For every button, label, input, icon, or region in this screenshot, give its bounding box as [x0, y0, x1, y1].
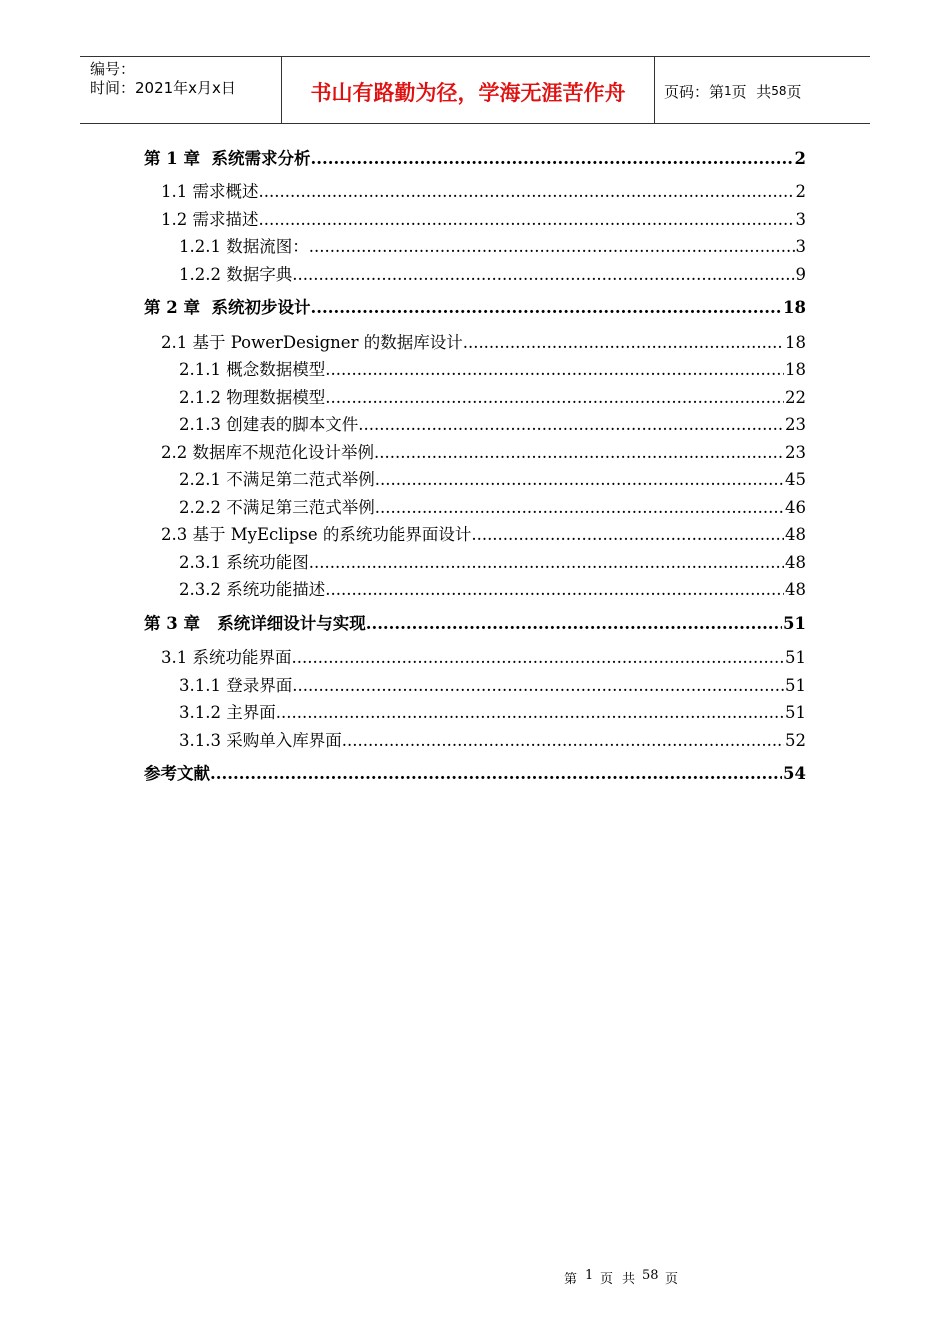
toc-page: 18 — [783, 298, 806, 317]
header-page-info — [655, 57, 870, 123]
toc-section-2-3[interactable] — [144, 521, 806, 549]
page-suffix: 页 — [786, 82, 802, 101]
footer-di: 第 — [564, 1272, 578, 1287]
page-total: 58 — [771, 84, 787, 98]
footer-total: 58 — [642, 1268, 659, 1283]
toc-subsection-3-1-1[interactable] — [144, 672, 806, 700]
toc-title: 3.1.2 主界面 — [179, 703, 276, 722]
toc-section-2-1[interactable] — [144, 329, 806, 357]
toc-leader — [310, 142, 793, 175]
toc-leader — [358, 411, 784, 439]
toc-page: 51 — [783, 613, 806, 633]
toc-page: 46 — [785, 497, 806, 517]
toc-title: 2.3.1 系统功能图 — [179, 552, 309, 572]
toc-page: 18 — [785, 332, 806, 352]
toc-page: 54 — [783, 764, 806, 783]
toc-page: 3 — [795, 209, 806, 229]
toc-title: 2.2 数据库不规范化设计举例 — [161, 442, 374, 462]
toc-page: 18 — [785, 360, 806, 379]
toc-title: 2.1 基于 PowerDesigner 的数据库设计 — [161, 332, 463, 352]
toc-subsection-2-1-2[interactable] — [144, 384, 806, 412]
footer-gong: 共 — [622, 1272, 636, 1287]
footer-page-number: 1 — [585, 1268, 594, 1283]
toc-page: 51 — [785, 648, 806, 667]
toc-page: 52 — [785, 730, 806, 750]
toc-leader — [471, 521, 784, 549]
toc-title: 2.3.2 系统功能描述 — [179, 580, 326, 599]
toc-page: 22 — [785, 387, 806, 407]
page-header — [80, 56, 870, 124]
toc-title: 第 1 章 系统需求分析 — [144, 149, 311, 168]
toc-title: 2.2.1 不满足第二范式举例 — [179, 470, 375, 489]
toc-subsection-2-2-1[interactable] — [144, 466, 806, 494]
number-label: 编号： — [90, 60, 136, 78]
toc-leader — [366, 607, 782, 640]
toc-chapter-1[interactable] — [144, 142, 806, 178]
toc-title: 第 3 章 系统详细设计与实现 — [144, 613, 366, 633]
toc-page: 45 — [785, 470, 806, 489]
toc-title: 2.1.2 物理数据模型 — [179, 387, 326, 407]
toc-leader — [292, 644, 785, 672]
toc-leader — [375, 466, 784, 494]
toc-leader — [310, 291, 782, 324]
page-mid: 页 共 — [731, 82, 772, 101]
page-prefix: 页码：第 — [664, 82, 725, 101]
toc-references[interactable] — [144, 757, 806, 795]
toc-subsection-3-1-3[interactable] — [144, 727, 806, 755]
toc-leader — [342, 727, 784, 755]
toc-title: 1.1 需求概述 — [161, 182, 259, 201]
toc-page: 48 — [785, 525, 806, 544]
toc-section-1-1[interactable] — [144, 178, 806, 206]
header-meta — [80, 57, 282, 123]
toc-subsection-2-1-3[interactable] — [144, 411, 806, 439]
toc-subsection-2-3-2[interactable] — [144, 576, 806, 604]
toc-subsection-2-1-1[interactable] — [144, 356, 806, 384]
toc-page: 51 — [785, 703, 806, 722]
toc-section-3-1[interactable] — [144, 644, 806, 672]
toc-page: 3 — [795, 237, 806, 256]
toc-page: 23 — [785, 415, 806, 434]
footer-ye: 页 — [600, 1272, 614, 1287]
toc-leader — [292, 261, 794, 289]
toc-leader — [259, 178, 795, 206]
toc-title: 3.1 系统功能界面 — [161, 648, 292, 667]
toc-title: 2.1.1 概念数据模型 — [179, 360, 326, 379]
toc-leader — [276, 699, 784, 727]
toc-chapter-3[interactable] — [144, 607, 806, 645]
toc-subsection-2-3-1[interactable] — [144, 549, 806, 577]
toc-title: 3.1.3 采购单入库界面 — [179, 730, 342, 750]
toc-chapter-2[interactable] — [144, 291, 806, 329]
toc-leader — [325, 384, 784, 412]
toc-page: 2 — [794, 149, 806, 168]
toc-leader — [375, 494, 784, 522]
footer-ye2: 页 — [665, 1272, 679, 1287]
toc-page: 2 — [795, 182, 806, 201]
toc-leader — [292, 672, 784, 700]
toc-title: 第 2 章 系统初步设计 — [144, 298, 311, 317]
toc-leader — [325, 576, 784, 604]
toc-leader — [463, 329, 784, 357]
page-number: 1 — [724, 84, 732, 98]
toc-page: 51 — [785, 675, 806, 695]
toc-title: 1.2.2 数据字典 — [179, 264, 293, 284]
toc-subsection-2-2-2[interactable] — [144, 494, 806, 522]
toc-title: 2.3 基于 MyEclipse 的系统功能界面设计 — [161, 525, 472, 544]
toc-section-2-2[interactable] — [144, 439, 806, 467]
toc-leader — [374, 439, 784, 467]
toc-leader — [309, 233, 795, 261]
toc-page: 23 — [785, 442, 806, 462]
toc-title: 2.1.3 创建表的脚本文件 — [179, 415, 359, 434]
toc-subsection-1-2-2[interactable] — [144, 261, 806, 289]
header-motto: 书山有路勤为径，学海无涯苦作舟 — [282, 57, 655, 123]
toc-page: 9 — [795, 264, 806, 284]
toc-title: 1.2 需求描述 — [161, 209, 259, 229]
toc-leader — [325, 356, 784, 384]
toc-leader — [259, 206, 795, 234]
toc-leader — [309, 549, 784, 577]
toc-title: 3.1.1 登录界面 — [179, 675, 293, 695]
toc-leader — [210, 757, 782, 790]
toc-page: 48 — [785, 552, 806, 572]
toc-title: 参考文献 — [144, 764, 210, 783]
time-label: 时间：2021年x月x日 — [90, 79, 236, 97]
toc-subsection-3-1-2[interactable] — [144, 699, 806, 727]
toc-subsection-1-2-1[interactable] — [144, 233, 806, 261]
toc-title: 1.2.1 数据流图： — [179, 237, 309, 256]
toc-page: 48 — [785, 580, 806, 599]
toc-section-1-2[interactable] — [144, 206, 806, 234]
table-of-contents — [144, 142, 806, 795]
toc-title: 2.2.2 不满足第三范式举例 — [179, 497, 375, 517]
